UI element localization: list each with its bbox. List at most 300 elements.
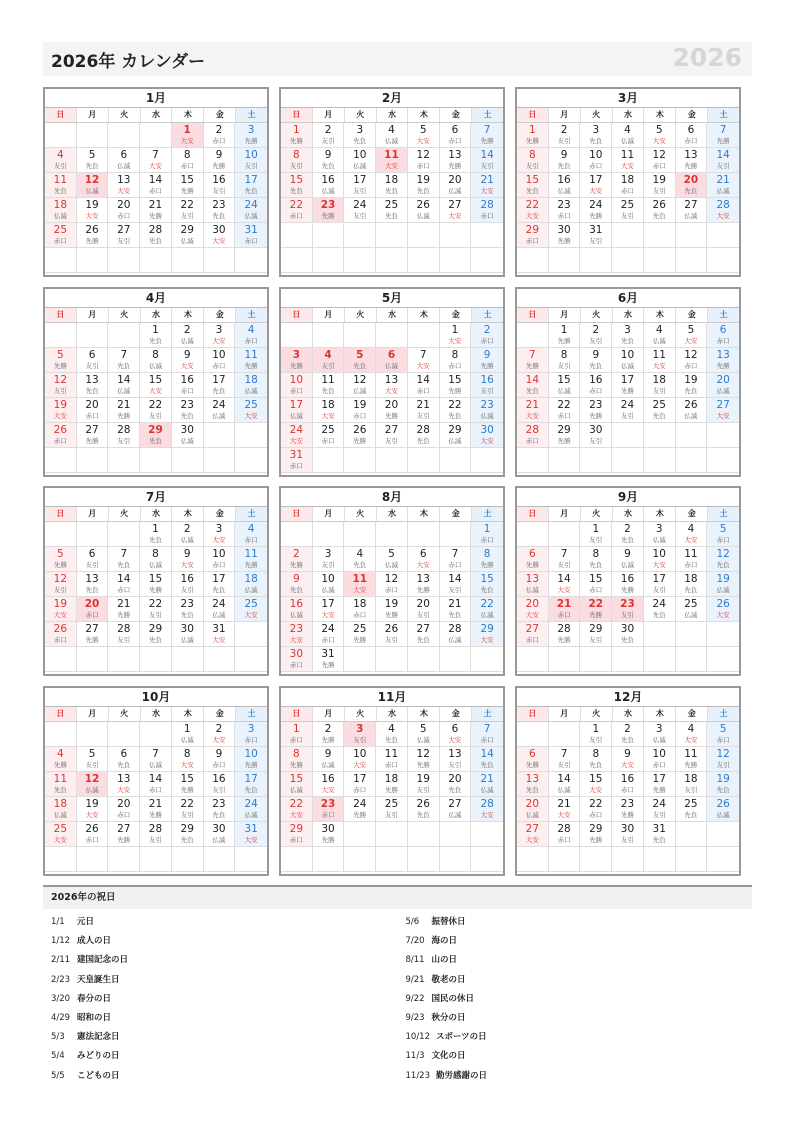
day-cell — [517, 747, 549, 772]
weekday-label: 水 — [613, 707, 645, 721]
day-cell — [580, 148, 612, 173]
rokuyo-label: 友引 — [85, 561, 99, 569]
rokuyo-label: 先勝 — [589, 412, 603, 420]
day-number: 16 — [321, 174, 335, 186]
day-cell — [549, 547, 581, 572]
day-number: 1 — [529, 124, 536, 136]
holiday-item — [51, 1028, 398, 1047]
day-cell — [517, 622, 549, 647]
day-cell — [440, 173, 472, 198]
rokuyo-label: 友引 — [148, 836, 162, 844]
holiday-name: 昭和の日 — [77, 1012, 112, 1023]
rokuyo-label: 大安 — [416, 561, 430, 569]
day-grid — [517, 123, 739, 273]
day-number: 10 — [244, 748, 258, 760]
rokuyo-label: 友引 — [589, 636, 603, 644]
day-cell — [471, 622, 503, 647]
day-cell — [644, 123, 676, 148]
empty-cell — [707, 647, 739, 672]
day-number: 29 — [589, 623, 603, 635]
day-cell — [281, 547, 313, 572]
rokuyo-label: 大安 — [212, 736, 226, 744]
day-cell — [204, 747, 236, 772]
day-number: 14 — [117, 573, 131, 585]
day-number: 12 — [716, 548, 730, 560]
day-cell — [77, 173, 109, 198]
day-number: 28 — [525, 424, 540, 436]
rokuyo-label: 友引 — [117, 437, 131, 445]
rokuyo-label: 先勝 — [321, 661, 335, 669]
day-cell — [77, 198, 109, 223]
day-cell — [281, 173, 313, 198]
weekday-label: 土 — [708, 707, 739, 721]
day-cell — [408, 398, 440, 423]
day-cell — [204, 547, 236, 572]
holiday-date: 2/23 — [51, 974, 71, 985]
day-cell — [408, 772, 440, 797]
day-number: 17 — [244, 174, 258, 186]
rokuyo-label: 赤口 — [180, 387, 194, 395]
rokuyo-label: 先負 — [652, 412, 666, 420]
day-number: 17 — [589, 174, 603, 186]
weekday-label: 水 — [141, 507, 173, 521]
rokuyo-label: 先勝 — [244, 137, 258, 145]
day-number: 2 — [183, 523, 191, 535]
day-number: 21 — [117, 598, 131, 610]
day-number: 5 — [655, 124, 663, 136]
day-cell — [77, 772, 109, 797]
rokuyo-label: 先負 — [148, 536, 162, 544]
weekday-label: 水 — [613, 507, 645, 521]
rokuyo-label: 赤口 — [148, 187, 162, 195]
day-cell — [281, 373, 313, 398]
day-number: 16 — [589, 374, 603, 386]
day-cell — [517, 148, 549, 173]
rokuyo-label: 友引 — [353, 736, 367, 744]
day-number: 18 — [384, 773, 399, 785]
month-calendar — [43, 87, 269, 277]
day-cell — [376, 622, 408, 647]
day-cell — [235, 123, 267, 148]
day-cell — [204, 722, 236, 747]
empty-cell — [108, 323, 140, 348]
day-cell — [644, 572, 676, 597]
day-number: 20 — [448, 773, 462, 785]
day-number: 16 — [557, 174, 571, 186]
day-number: 10 — [212, 548, 226, 560]
day-cell — [45, 423, 77, 448]
day-number: 8 — [152, 349, 159, 361]
holiday-item — [51, 932, 398, 951]
rokuyo-label: 友引 — [416, 786, 430, 794]
day-cell — [517, 597, 549, 622]
day-cell — [313, 797, 345, 822]
empty-cell — [408, 522, 440, 547]
empty-cell — [440, 822, 472, 847]
rokuyo-label: 赤口 — [652, 761, 666, 769]
day-cell — [172, 373, 204, 398]
rokuyo-label: 先勝 — [321, 736, 335, 744]
weekday-label: 水 — [141, 108, 173, 122]
day-cell — [471, 797, 503, 822]
rokuyo-label: 大安 — [525, 412, 539, 420]
weekday-label: 日 — [517, 108, 549, 122]
day-cell — [707, 398, 739, 423]
day-number: 15 — [557, 374, 571, 386]
empty-cell — [45, 522, 77, 547]
day-cell — [313, 398, 345, 423]
day-number: 19 — [53, 598, 68, 610]
rokuyo-label: 赤口 — [416, 162, 430, 170]
rokuyo-label: 赤口 — [684, 362, 698, 370]
rokuyo-label: 大安 — [448, 337, 462, 345]
rokuyo-label: 先負 — [416, 811, 430, 819]
day-number: 12 — [416, 748, 430, 760]
day-cell — [140, 423, 172, 448]
month-title: 9月 — [517, 488, 739, 507]
day-cell — [707, 772, 739, 797]
rokuyo-label: 赤口 — [525, 237, 539, 245]
rokuyo-label: 大安 — [289, 636, 303, 644]
day-number: 11 — [244, 349, 258, 361]
rokuyo-label: 先負 — [620, 536, 634, 544]
rokuyo-label: 仏滅 — [557, 387, 571, 395]
rokuyo-label: 赤口 — [117, 212, 131, 220]
holiday-name: 建国記念の日 — [77, 955, 129, 966]
day-cell — [549, 173, 581, 198]
rokuyo-label: 先勝 — [557, 237, 571, 245]
rokuyo-label: 友引 — [353, 187, 367, 195]
day-number: 8 — [183, 149, 191, 161]
rokuyo-label: 大安 — [416, 137, 430, 145]
day-cell — [644, 173, 676, 198]
weekday-header — [517, 507, 739, 522]
day-number: 5 — [57, 349, 64, 361]
empty-cell — [376, 323, 408, 348]
rokuyo-label: 先負 — [353, 137, 367, 145]
day-number: 2 — [624, 523, 631, 535]
day-number: 22 — [589, 798, 603, 810]
rokuyo-label: 大安 — [448, 212, 462, 220]
rokuyo-label: 先勝 — [589, 611, 603, 619]
day-number: 3 — [624, 324, 631, 336]
day-cell — [549, 772, 581, 797]
rokuyo-label: 先負 — [620, 636, 634, 644]
day-cell — [644, 772, 676, 797]
day-number: 1 — [560, 324, 568, 336]
day-number: 23 — [557, 199, 571, 211]
empty-cell — [580, 448, 612, 473]
day-number: 6 — [529, 748, 536, 760]
weekday-label: 日 — [281, 707, 313, 721]
holiday-item — [51, 951, 398, 970]
day-number: 24 — [244, 798, 258, 810]
empty-cell — [77, 448, 109, 473]
day-cell — [707, 373, 739, 398]
rokuyo-label: 仏滅 — [85, 786, 99, 794]
empty-cell — [235, 423, 267, 448]
day-number: 25 — [53, 224, 68, 236]
day-cell — [612, 373, 644, 398]
day-number: 15 — [289, 174, 304, 186]
empty-cell — [281, 248, 313, 273]
month-calendar — [279, 87, 505, 277]
rokuyo-label: 赤口 — [716, 536, 730, 544]
holidays-section — [43, 885, 752, 1086]
day-number: 23 — [620, 598, 635, 610]
day-cell — [204, 822, 236, 847]
holiday-name: 山の日 — [431, 955, 458, 966]
day-cell — [549, 822, 581, 847]
day-number: 25 — [652, 399, 666, 411]
empty-cell — [204, 248, 236, 273]
day-cell — [676, 522, 708, 547]
day-number: 22 — [180, 798, 194, 810]
day-cell — [140, 597, 172, 622]
weekday-label: 月 — [549, 707, 581, 721]
rokuyo-label: 仏滅 — [684, 611, 698, 619]
day-cell — [644, 797, 676, 822]
day-number: 20 — [84, 598, 100, 610]
day-number: 17 — [353, 174, 367, 186]
rokuyo-label: 仏滅 — [117, 387, 131, 395]
day-number: 9 — [215, 748, 223, 760]
day-number: 6 — [88, 349, 96, 361]
rokuyo-label: 先勝 — [353, 811, 367, 819]
day-number: 4 — [388, 124, 395, 136]
day-number: 21 — [148, 199, 163, 211]
empty-cell — [612, 847, 644, 872]
rokuyo-label: 先負 — [353, 561, 367, 569]
empty-cell — [77, 323, 109, 348]
holidays-title: 2026年の祝日 — [43, 885, 752, 909]
empty-cell — [204, 847, 236, 872]
rokuyo-label: 先負 — [684, 811, 698, 819]
day-cell — [408, 747, 440, 772]
day-number: 18 — [353, 598, 367, 610]
day-number: 2 — [183, 324, 191, 336]
day-number: 21 — [525, 399, 540, 411]
rokuyo-label: 先負 — [353, 362, 367, 370]
day-cell — [204, 522, 236, 547]
empty-cell — [549, 448, 581, 473]
day-number: 31 — [212, 623, 226, 635]
day-number: 13 — [384, 374, 399, 386]
day-cell — [549, 373, 581, 398]
empty-cell — [45, 847, 77, 872]
weekday-label: 火 — [345, 707, 377, 721]
weekday-label: 月 — [313, 507, 345, 521]
day-cell — [108, 148, 140, 173]
rokuyo-label: 先負 — [589, 761, 603, 769]
weekday-label: 金 — [204, 507, 236, 521]
month-title: 3月 — [517, 89, 739, 108]
empty-cell — [108, 847, 140, 872]
day-number: 13 — [117, 773, 131, 785]
rokuyo-label: 先負 — [180, 412, 194, 420]
month-title: 5月 — [281, 289, 503, 308]
weekday-header — [281, 507, 503, 522]
day-number: 15 — [148, 374, 163, 386]
day-number: 13 — [525, 573, 540, 585]
day-cell — [204, 398, 236, 423]
weekday-label: 火 — [109, 308, 141, 322]
day-number: 11 — [321, 374, 335, 386]
rokuyo-label: 大安 — [684, 536, 698, 544]
day-cell — [676, 797, 708, 822]
day-cell — [235, 398, 267, 423]
day-cell — [517, 198, 549, 223]
day-number: 20 — [384, 399, 399, 411]
day-cell — [440, 398, 472, 423]
holiday-date: 9/21 — [405, 974, 425, 985]
weekday-label: 日 — [45, 707, 77, 721]
rokuyo-label: 赤口 — [289, 736, 303, 744]
day-number: 14 — [480, 149, 494, 161]
month-title: 1月 — [45, 89, 267, 108]
day-number: 22 — [448, 399, 462, 411]
day-cell — [408, 572, 440, 597]
rokuyo-label: 仏滅 — [180, 536, 194, 544]
day-cell — [580, 547, 612, 572]
weekday-label: 月 — [77, 108, 109, 122]
day-cell — [313, 622, 345, 647]
day-number: 14 — [117, 374, 131, 386]
day-number: 18 — [244, 374, 258, 386]
empty-cell — [45, 722, 77, 747]
rokuyo-label: 先勝 — [244, 561, 258, 569]
day-number: 31 — [244, 823, 258, 835]
rokuyo-label: 友引 — [85, 362, 99, 370]
day-cell — [204, 348, 236, 373]
day-number: 18 — [652, 374, 666, 386]
rokuyo-label: 大安 — [652, 561, 666, 569]
day-cell — [440, 123, 472, 148]
weekday-header — [281, 707, 503, 722]
day-cell — [549, 198, 581, 223]
empty-cell — [172, 847, 204, 872]
holiday-item — [51, 990, 398, 1009]
day-cell — [376, 572, 408, 597]
rokuyo-label: 赤口 — [353, 786, 367, 794]
rokuyo-label: 先負 — [321, 162, 335, 170]
day-number: 19 — [384, 598, 399, 610]
day-cell — [235, 522, 267, 547]
day-number: 22 — [148, 598, 163, 610]
weekday-label: 土 — [236, 507, 267, 521]
day-number: 18 — [321, 399, 335, 411]
holiday-item — [406, 932, 753, 951]
day-cell — [612, 547, 644, 572]
weekday-label: 月 — [549, 308, 581, 322]
day-cell — [517, 547, 549, 572]
weekday-label: 月 — [77, 308, 109, 322]
day-cell — [612, 597, 644, 622]
empty-cell — [235, 248, 267, 273]
empty-cell — [440, 647, 472, 672]
day-number: 17 — [652, 773, 666, 785]
rokuyo-label: 友引 — [289, 162, 303, 170]
day-number: 8 — [560, 349, 568, 361]
day-cell — [313, 123, 345, 148]
empty-cell — [676, 622, 708, 647]
rokuyo-label: 大安 — [557, 811, 571, 819]
day-grid — [45, 522, 267, 672]
day-cell — [580, 597, 612, 622]
day-cell — [644, 148, 676, 173]
day-number: 15 — [289, 773, 304, 785]
day-cell — [77, 348, 109, 373]
day-number: 22 — [588, 598, 604, 610]
rokuyo-label: 友引 — [53, 586, 67, 594]
day-number: 24 — [289, 424, 304, 436]
weekday-label: 火 — [581, 507, 613, 521]
weekday-label: 水 — [141, 707, 173, 721]
day-cell — [235, 572, 267, 597]
day-cell — [140, 148, 172, 173]
rokuyo-label: 友引 — [448, 761, 462, 769]
rokuyo-label: 先勝 — [148, 811, 162, 819]
day-number: 6 — [88, 548, 96, 560]
weekday-label: 金 — [440, 308, 472, 322]
day-number: 29 — [525, 224, 540, 236]
day-cell — [344, 572, 376, 597]
day-cell — [517, 772, 549, 797]
empty-cell — [77, 722, 109, 747]
day-number: 20 — [525, 798, 540, 810]
day-cell — [77, 148, 109, 173]
rokuyo-label: 赤口 — [716, 736, 730, 744]
rokuyo-label: 仏滅 — [212, 611, 226, 619]
rokuyo-label: 大安 — [652, 362, 666, 370]
weekday-label: 土 — [236, 308, 267, 322]
day-cell — [140, 373, 172, 398]
rokuyo-label: 先負 — [716, 561, 730, 569]
day-cell — [281, 647, 313, 672]
day-number: 21 — [480, 174, 494, 186]
day-cell — [471, 173, 503, 198]
rokuyo-label: 仏滅 — [716, 586, 730, 594]
weekday-label: 木 — [172, 707, 204, 721]
rokuyo-label: 赤口 — [117, 811, 131, 819]
day-number: 2 — [293, 548, 300, 560]
day-number: 21 — [148, 798, 163, 810]
rokuyo-label: 先負 — [384, 187, 398, 195]
rokuyo-label: 友引 — [180, 586, 194, 594]
day-number: 28 — [148, 224, 163, 236]
holiday-item — [51, 971, 398, 990]
day-number: 4 — [324, 349, 332, 361]
day-cell — [580, 398, 612, 423]
day-cell — [580, 198, 612, 223]
day-cell — [676, 572, 708, 597]
day-number: 30 — [589, 424, 603, 436]
day-number: 27 — [117, 823, 131, 835]
day-cell — [376, 173, 408, 198]
day-cell — [549, 323, 581, 348]
day-number: 6 — [120, 149, 128, 161]
weekday-label: 木 — [408, 108, 440, 122]
day-cell — [45, 572, 77, 597]
day-number: 10 — [353, 748, 367, 760]
day-cell — [77, 373, 109, 398]
day-cell — [172, 173, 204, 198]
rokuyo-label: 仏滅 — [212, 836, 226, 844]
weekday-label: 火 — [109, 707, 141, 721]
weekday-label: 日 — [517, 308, 549, 322]
day-cell — [440, 572, 472, 597]
day-cell — [235, 223, 267, 248]
